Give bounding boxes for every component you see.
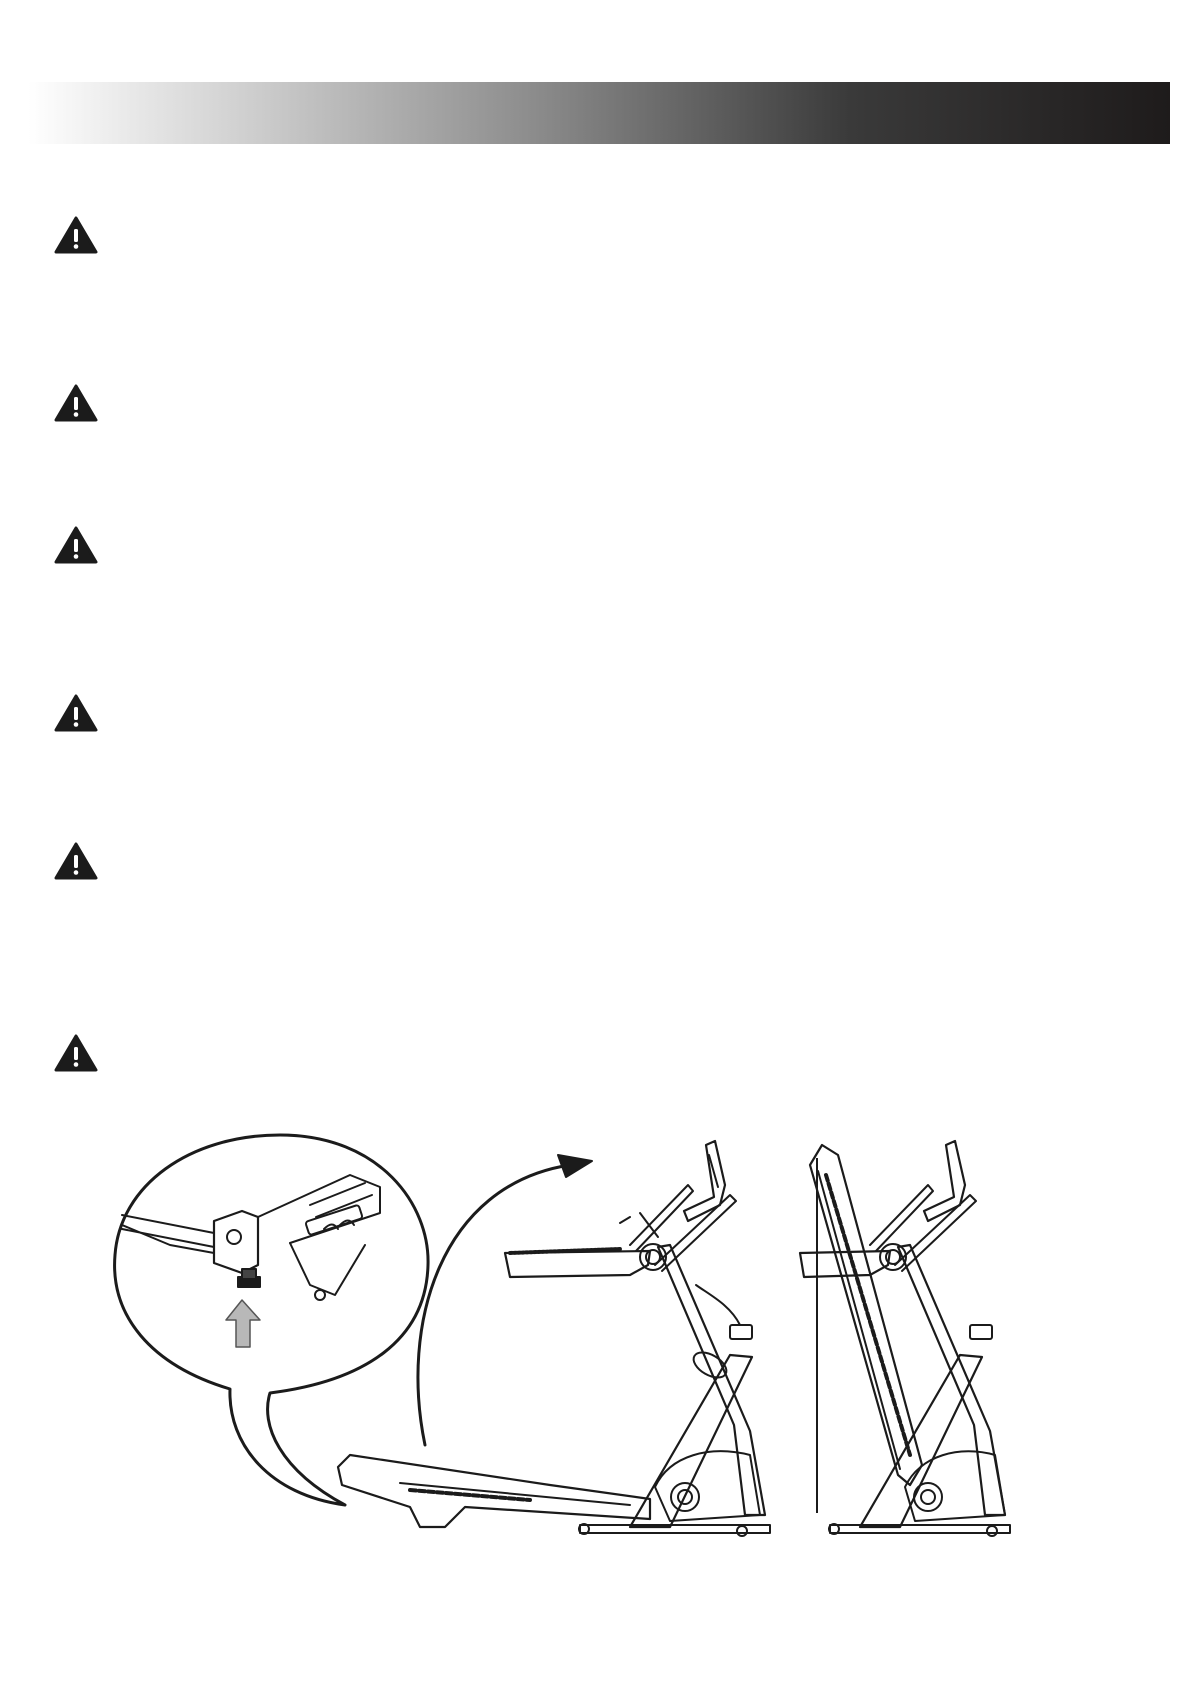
detail-frame-end — [122, 1175, 380, 1300]
warning-icon — [54, 216, 98, 254]
treadmill-unfolded — [338, 1141, 770, 1536]
warning-icon — [54, 842, 98, 880]
warning-icon — [54, 526, 98, 564]
panel-divider — [816, 1158, 818, 1513]
warning-icon — [54, 384, 98, 422]
callout-bubble — [115, 1135, 428, 1505]
warning-icon — [54, 694, 98, 732]
up-arrow-icon — [226, 1300, 260, 1347]
warning-icon — [54, 1034, 98, 1072]
treadmill-folded — [710, 1125, 1010, 1536]
section-header-bar — [28, 82, 1170, 144]
treadmill-fold-illustration — [110, 1125, 1090, 1545]
curved-arrow-icon — [418, 1155, 592, 1445]
